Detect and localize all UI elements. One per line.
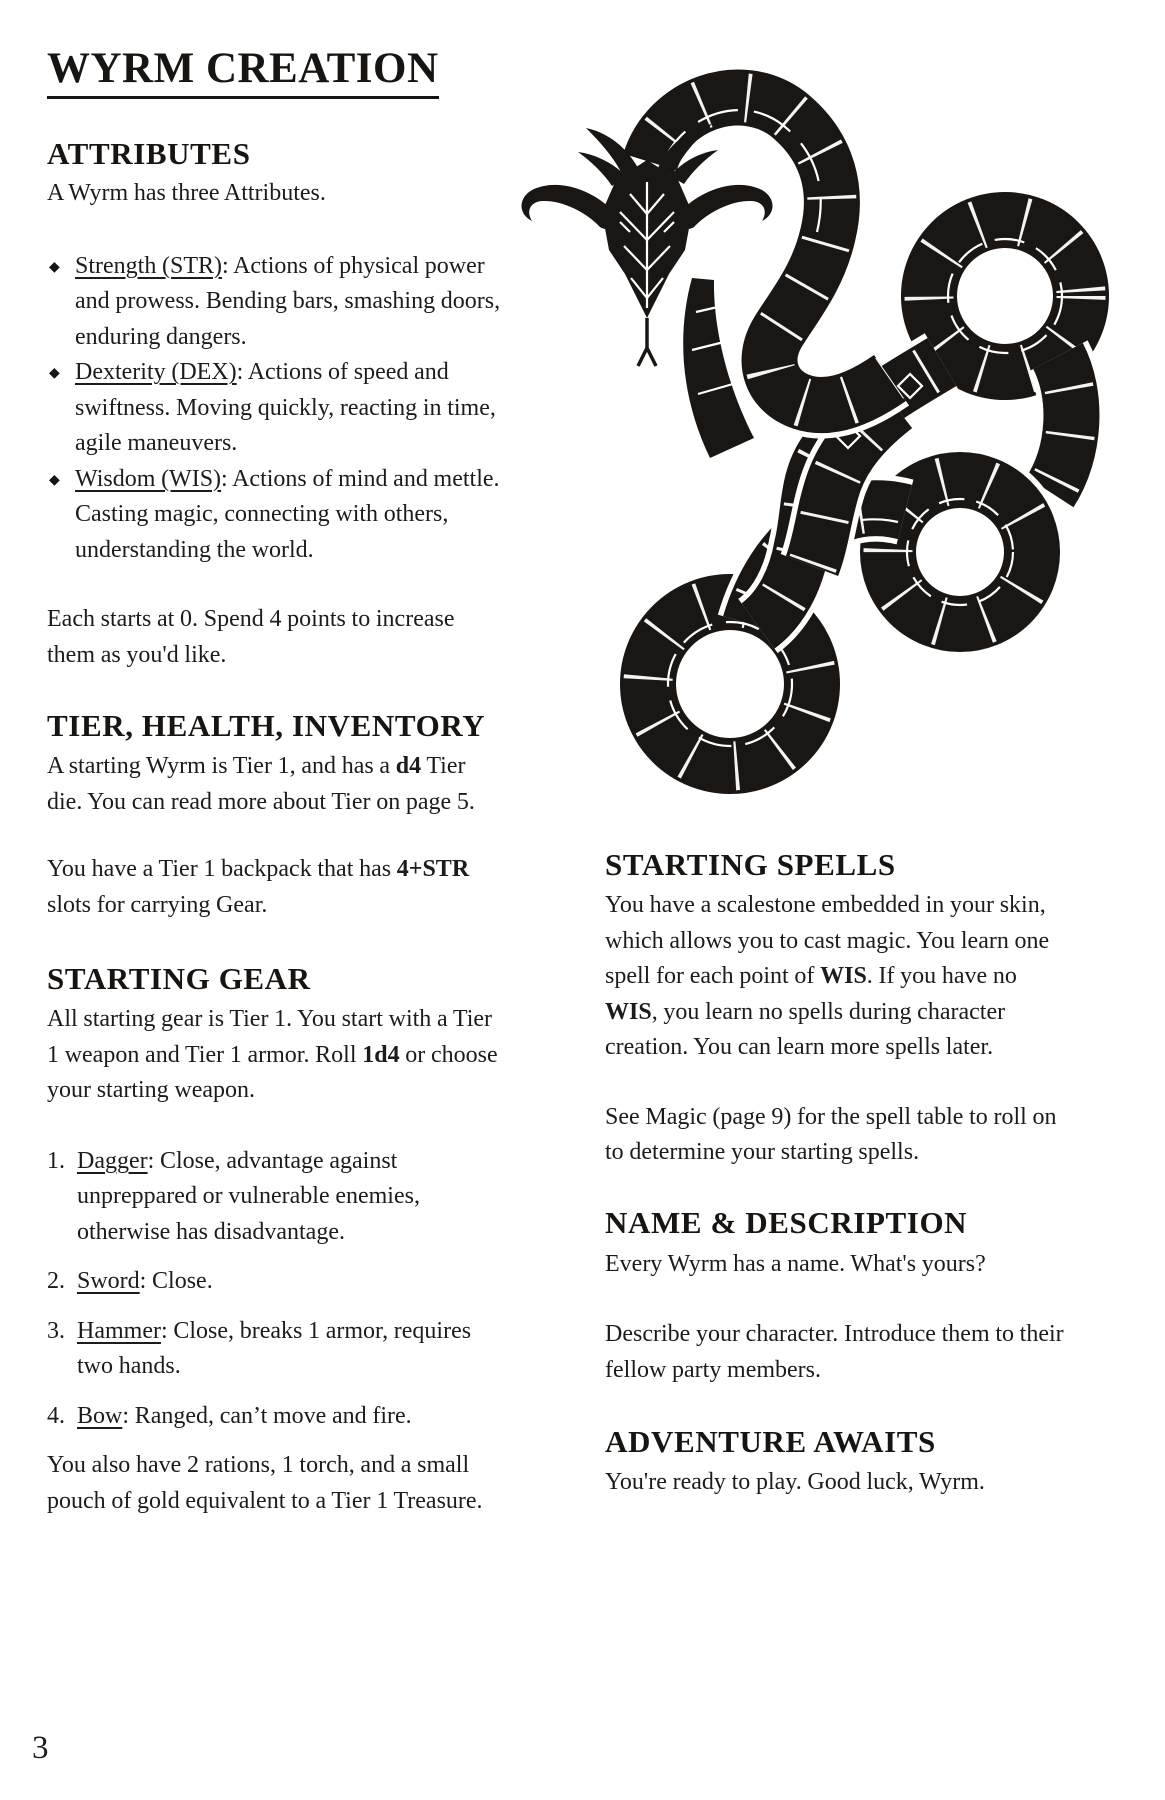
section-heading-attributes: ATTRIBUTES (47, 136, 251, 172)
bold-term-d4: d4 (395, 753, 422, 780)
bold-term-wis: WIS (605, 998, 652, 1025)
weapon-term: Hammer (77, 1317, 161, 1344)
right-column (605, 0, 1075, 1501)
section-heading-gear: STARTING GEAR (47, 961, 311, 997)
bold-term-4str: 4+STR (396, 856, 470, 883)
bold-term-wis: WIS (820, 963, 867, 990)
tier-paragraph-1: A starting Wyrm is Tier 1, and has a d4 Tier die. You can read more about Tier on page 5. (47, 753, 475, 815)
dragon-horn-left (522, 185, 615, 229)
list-number: 3. (47, 1317, 65, 1344)
list-item-bow (47, 1399, 505, 1435)
weapon-desc: : Close. (139, 1268, 213, 1295)
name-paragraph-2: Describe your character. Introduce them to their fellow party members. (605, 1321, 1064, 1383)
section-heading-adventure: ADVENTURE AWAITS (605, 1424, 936, 1460)
section-heading-tier: TIER, HEALTH, INVENTORY (47, 708, 486, 744)
section-heading-spells: STARTING SPELLS (605, 847, 896, 882)
section-heading-name: NAME & DESCRIPTION (605, 1204, 968, 1240)
list-item-wisdom (47, 462, 505, 569)
page-number: 3 (32, 1730, 49, 1766)
list-number: 1. (47, 1147, 65, 1174)
attribute-term: Dexterity (DEX) (75, 359, 237, 386)
list-item-sword (47, 1264, 505, 1300)
weapon-desc: : Ranged, can’t move and fire. (122, 1402, 412, 1429)
diamond-bullet-icon: ◆ (49, 366, 60, 382)
page-title: WYRM CREATION (47, 48, 439, 99)
weapon-list (47, 1144, 505, 1435)
name-paragraph-1: Every Wyrm has a name. What's yours? (605, 1250, 986, 1277)
attributes-outro: Each starts at 0. Spend 4 points to increase them as you'd like. (47, 606, 455, 668)
attribute-term: Strength (STR) (75, 252, 223, 279)
list-item-dagger (47, 1144, 505, 1251)
list-item-dexterity (47, 355, 505, 462)
list-item-hammer (47, 1314, 505, 1385)
list-number: 4. (47, 1402, 65, 1429)
attribute-desc: : Actions of physical power and prowess. Bending bars, smashing doors, enduring dangers. (75, 252, 501, 350)
gear-outro: You also have 2 rations, 1 torch, and a small pouch of gold equivalent to a Tier 1 Treasure. (47, 1452, 483, 1514)
weapon-term: Bow (77, 1402, 123, 1429)
gear-intro: All starting gear is Tier 1. You start with a Tier 1 weapon and Tier 1 armor. Roll 1d4 or choose your starting weapon. (47, 1006, 498, 1104)
bold-term-1d4: 1d4 (362, 1041, 400, 1068)
diamond-bullet-icon: ◆ (49, 472, 60, 488)
attribute-desc: : Actions of mind and mettle. Casting magic, connecting with others, understanding the world. (75, 465, 500, 563)
list-item-strength (47, 249, 505, 356)
spells-paragraph-1: You have a scalestone embedded in your skin, which allows you to cast magic. You learn one spell for each point of WIS. If you have no WIS, you learn no spells during character creation. You can learn more spells later. (605, 892, 1050, 1061)
weapon-term: Sword (77, 1268, 140, 1295)
list-number: 2. (47, 1268, 65, 1295)
spells-paragraph-2: See Magic (page 9) for the spell table to roll on to determine your starting spells. (605, 1103, 1057, 1166)
diamond-bullet-icon: ◆ (49, 259, 60, 275)
attributes-intro: A Wyrm has three Attributes. (47, 180, 326, 207)
weapon-desc: : Close, breaks 1 armor, requires two hands. (77, 1317, 472, 1380)
adventure-paragraph: You're ready to play. Good luck, Wyrm. (605, 1469, 985, 1496)
tier-paragraph-2: You have a Tier 1 backpack that has 4+STR slots for carrying Gear. (47, 856, 470, 918)
weapon-term: Dagger (77, 1147, 148, 1174)
left-column (47, 0, 505, 1519)
attribute-desc: : Actions of speed and swiftness. Moving quickly, reacting in time, agile maneuvers. (75, 359, 496, 457)
attributes-list (47, 249, 505, 569)
weapon-desc: : Close, advantage against unpreppared or vulnerable enemies, otherwise has disadvantage. (77, 1147, 420, 1245)
attribute-term: Wisdom (WIS) (75, 465, 222, 492)
